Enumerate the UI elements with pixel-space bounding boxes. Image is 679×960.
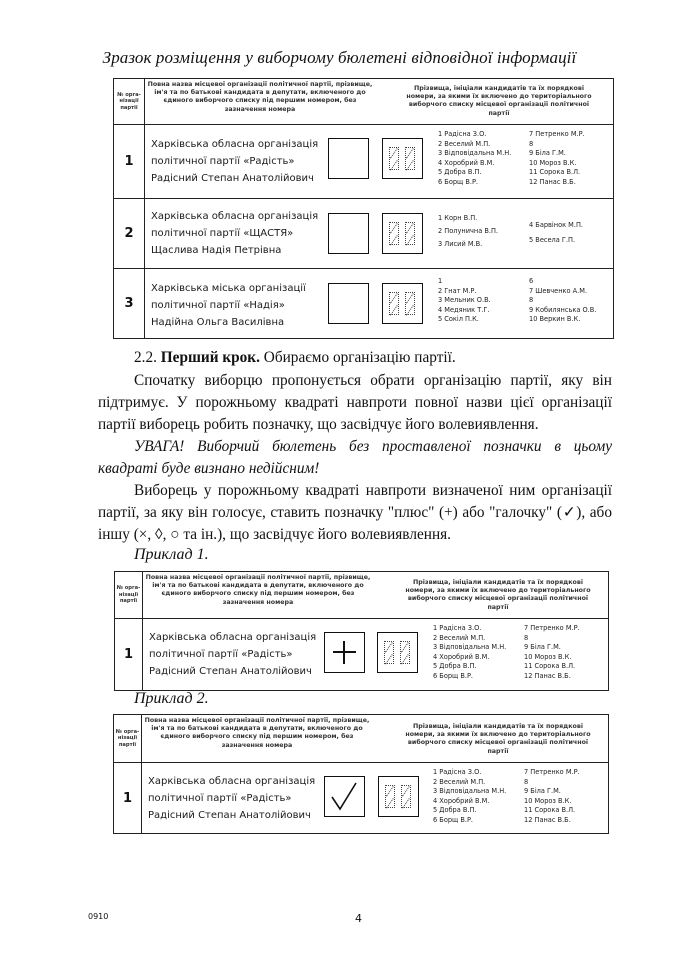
page-number: 4 xyxy=(355,912,362,925)
org-number: 1 xyxy=(114,125,145,199)
paragraph-2: Виборець у порожньому квадраті навпроти визначеної ним організації партії, за яку він голосує, ставить позначку "плюс" (+) або "галочку" (✓), або іншу (×, ◊, ○ та ін.), що засвідчує його волевиявлення. xyxy=(98,482,612,543)
candidate-item: 12 Панас В.Б. xyxy=(524,815,571,824)
candidate-item: 6 Борщ В.Р. xyxy=(433,671,474,680)
candidate-item: 4 Хоробрий В.М. xyxy=(433,796,490,805)
org-cell xyxy=(145,199,614,269)
header-candidates: Прізвища, ініціали кандидатів та їх порядкові номери, за якими їх включено до територіального виборчого списку місцевої організації політичної партії xyxy=(405,579,591,611)
candidate-item: 11 Сорока В.Л. xyxy=(529,168,581,177)
candidate-item: 3 Відповідальна М.Н. xyxy=(438,149,512,158)
digit-placeholder-icon xyxy=(401,785,411,808)
candidate-item: 3 Мельник О.В. xyxy=(438,296,491,305)
candidate-number-box[interactable] xyxy=(382,283,423,324)
candidate-item: 1 Радісна З.О. xyxy=(438,130,487,138)
candidate-item: 1 xyxy=(438,277,443,285)
vote-checkbox-marked-plus[interactable] xyxy=(324,632,365,673)
example-2-table xyxy=(113,714,609,834)
org-cell xyxy=(142,763,609,834)
candidate-item: 7 Шевченко А.М. xyxy=(529,286,588,295)
vote-checkbox[interactable] xyxy=(328,138,369,179)
digit-placeholder-icon xyxy=(400,641,410,664)
candidate-item: 7 Петренко М.Р. xyxy=(524,768,580,776)
candidates-right xyxy=(524,624,580,682)
header-number: № орга- нізації партії xyxy=(114,79,145,125)
sample-ballot-table xyxy=(113,78,614,339)
candidate-item: 3 Лисий М.В. xyxy=(438,240,483,248)
candidates-right xyxy=(524,768,580,826)
org-name-line1: Харківська обласна організація xyxy=(151,211,319,222)
step-text: Обираємо організацію партії. xyxy=(259,349,456,366)
candidate-number-box[interactable] xyxy=(382,138,423,179)
example-1-table xyxy=(114,571,609,691)
org-name-line2: політичної партії «Надія» xyxy=(151,300,285,311)
vote-checkbox[interactable] xyxy=(328,213,369,254)
candidate-item: 6 Борщ В.Р. xyxy=(433,815,474,824)
candidate-item: 2 Веселий М.П. xyxy=(433,633,486,642)
document-code: 0910 xyxy=(88,912,109,921)
candidate-item: 9 Біла Г.М. xyxy=(524,643,561,652)
org-name-line2: політичної партії «Радість» xyxy=(151,156,295,167)
candidate-item: 4 Медяник Т.Г. xyxy=(438,305,490,314)
plus-mark-icon xyxy=(325,633,364,672)
candidate-item: 5 Добра В.П. xyxy=(433,806,477,815)
candidate-item: 4 Хоробрий В.М. xyxy=(438,158,495,167)
step-title: Перший крок. xyxy=(160,349,260,366)
candidates-left xyxy=(433,768,506,826)
table-header-row xyxy=(115,572,609,619)
org-leader: Радісний Степан Анатолійович xyxy=(149,666,312,677)
header-number: № орга- нізації партії xyxy=(115,572,143,619)
header-number: № орга- нізації партії xyxy=(114,715,142,763)
example-1-label: Приклад 1. xyxy=(134,546,209,563)
org-leader: Радісний Степан Анатолійович xyxy=(148,810,311,821)
candidate-item: 10 Веркин В.К. xyxy=(529,315,581,324)
paragraph-1: Спочатку виборцю пропонується обрати організацію партії, яку він підтримує. У порожньому квадраті навпроти повної назви цієї організації партії виборець робить позначку, що засвідчує його волевиявлення. xyxy=(98,372,612,433)
candidate-item: 8 xyxy=(524,777,529,786)
candidates-left xyxy=(433,624,506,682)
candidate-number-box[interactable] xyxy=(382,213,423,254)
check-mark-icon xyxy=(325,777,363,815)
candidate-item: 1 Корн В.П. xyxy=(438,214,478,222)
candidates-right xyxy=(529,130,585,188)
header-party-and-candidates xyxy=(143,572,609,619)
org-number: 1 xyxy=(114,763,142,834)
document-title: Зразок розміщення у виборчому бюлетені відповідної інформації xyxy=(102,48,577,67)
header-party-and-candidates xyxy=(142,715,609,763)
example-2-label: Приклад 2. xyxy=(134,690,209,707)
step-heading xyxy=(98,347,612,369)
candidate-item: 1 Радісна З.О. xyxy=(433,624,482,632)
candidate-item: 5 Добра В.П. xyxy=(433,662,477,671)
candidate-item: 3 Відповідальна М.Н. xyxy=(433,643,507,652)
candidate-item: 2 Веселий М.П. xyxy=(433,777,486,786)
candidate-item: 6 Борщ В.Р. xyxy=(438,177,479,186)
ballot-row xyxy=(114,125,614,199)
candidate-item: 9 Біла Г.М. xyxy=(529,149,566,158)
candidate-item: 4 Хоробрий В.М. xyxy=(433,652,490,661)
candidate-item: 8 xyxy=(529,139,534,148)
candidate-item: 3 Відповідальна М.Н. xyxy=(433,787,507,796)
org-name-line1: Харківська обласна організація xyxy=(151,139,319,150)
header-party: Повна назва місцевої організації політичної партії, прізвище, ім'я та по батькові кандидата в депутати, включеного до єдиного виборчого списку під першим номером, без зазначення номера xyxy=(147,81,373,113)
org-number: 2 xyxy=(114,199,145,269)
digit-placeholder-icon xyxy=(405,222,415,245)
org-cell xyxy=(143,619,609,691)
candidate-item: 10 Мороз В.К. xyxy=(529,158,577,167)
digit-placeholder-icon xyxy=(389,147,399,170)
digit-placeholder-icon xyxy=(384,641,394,664)
org-leader: Щаслива Надія Петрівна xyxy=(151,245,282,256)
org-cell xyxy=(145,269,614,339)
org-name-line1: Харківська обласна організація xyxy=(148,776,316,787)
vote-checkbox[interactable] xyxy=(328,283,369,324)
header-party: Повна назва місцевої організації політичної партії, прізвище, ім'я та по батькові кандидата в депутати, включеного до єдиного виборчого списку під першим номером, без зазначення номера xyxy=(145,574,371,606)
candidate-item: 8 xyxy=(524,633,529,642)
org-name-line1: Харківська обласна організація xyxy=(149,632,317,643)
org-leader: Надійна Ольга Василівна xyxy=(151,317,285,328)
candidate-item: 9 Біла Г.М. xyxy=(524,787,561,796)
digit-placeholder-icon xyxy=(389,292,399,315)
org-name-line2: політичної партії «Радість» xyxy=(148,793,292,804)
org-leader: Радісний Степан Анатолійович xyxy=(151,173,314,184)
org-name-line2: політичної партії «Радість» xyxy=(149,649,293,660)
candidates-left xyxy=(438,277,491,325)
ballot-row xyxy=(114,763,609,834)
digit-placeholder-icon xyxy=(385,785,395,808)
candidate-item: 5 Добра В.П. xyxy=(438,168,482,177)
ballot-row xyxy=(115,619,609,691)
org-name-line1: Харківська міська організації xyxy=(151,283,306,294)
step-number: 2.2. xyxy=(134,349,157,366)
candidate-item: 5 Весела Г.П. xyxy=(529,236,576,244)
candidate-item: 11 Сорока В.Л. xyxy=(524,806,576,815)
digit-placeholder-icon xyxy=(389,222,399,245)
candidate-item: 1 Радісна З.О. xyxy=(433,768,482,776)
vote-checkbox-marked-check[interactable] xyxy=(324,776,365,817)
table-header-row xyxy=(114,715,609,763)
warning-text: УВАГА! Виборчий бюлетень без проставленої позначки в цьому квадраті буде визнано недійсним! xyxy=(98,438,612,477)
candidates-left xyxy=(438,212,498,251)
candidate-item: 2 Полунична В.П. xyxy=(438,227,499,235)
header-party-and-candidates xyxy=(145,79,614,125)
candidate-item: 5 Сокіл П.К. xyxy=(438,315,479,324)
candidates-right xyxy=(529,277,596,325)
candidate-item: 12 Панас В.Б. xyxy=(529,177,576,186)
candidate-item: 2 Гнат М.Р. xyxy=(438,286,477,295)
candidate-item: 11 Сорока В.Л. xyxy=(524,662,576,671)
candidate-item: 7 Петренко М.Р. xyxy=(524,624,580,632)
candidate-item: 10 Мороз В.К. xyxy=(524,652,572,661)
digit-placeholder-icon xyxy=(405,292,415,315)
candidate-item: 2 Веселий М.П. xyxy=(438,139,491,148)
candidate-number-box[interactable] xyxy=(378,776,419,817)
candidates-right xyxy=(529,218,583,248)
org-cell xyxy=(145,125,614,199)
candidate-item: 10 Мороз В.К. xyxy=(524,796,572,805)
header-candidates: Прізвища, ініціали кандидатів та їх порядкові номери, за якими їх включено до територіального виборчого списку місцевої організації політичної партії xyxy=(406,85,592,117)
candidate-item: 6 xyxy=(529,277,534,285)
table-header-row xyxy=(114,79,614,125)
ballot-row xyxy=(114,269,614,339)
candidate-number-box[interactable] xyxy=(377,632,418,673)
candidate-item: 7 Петренко М.Р. xyxy=(529,130,585,138)
ballot-row xyxy=(114,199,614,269)
digit-placeholder-icon xyxy=(405,147,415,170)
org-name-line2: політичної партії «ЩАСТЯ» xyxy=(151,228,294,239)
candidate-item: 8 xyxy=(529,296,534,305)
org-number: 3 xyxy=(114,269,145,339)
org-number: 1 xyxy=(115,619,143,691)
candidate-item: 9 Кобилянська О.В. xyxy=(529,305,597,314)
candidate-item: 12 Панас В.Б. xyxy=(524,671,571,680)
candidate-item: 4 Барвінок М.П. xyxy=(529,221,584,229)
header-party: Повна назва місцевої організації політичної партії, прізвище, ім'я та по батькові кандидата в депутати, включеного до єдиного виборчого списку під першим номером, без зазначення номера xyxy=(144,717,370,749)
candidates-left xyxy=(438,130,511,188)
header-candidates: Прізвища, ініціали кандидатів та їх порядкові номери, за якими їх включено до територіального виборчого списку місцевої організації політичної партії xyxy=(405,723,591,755)
